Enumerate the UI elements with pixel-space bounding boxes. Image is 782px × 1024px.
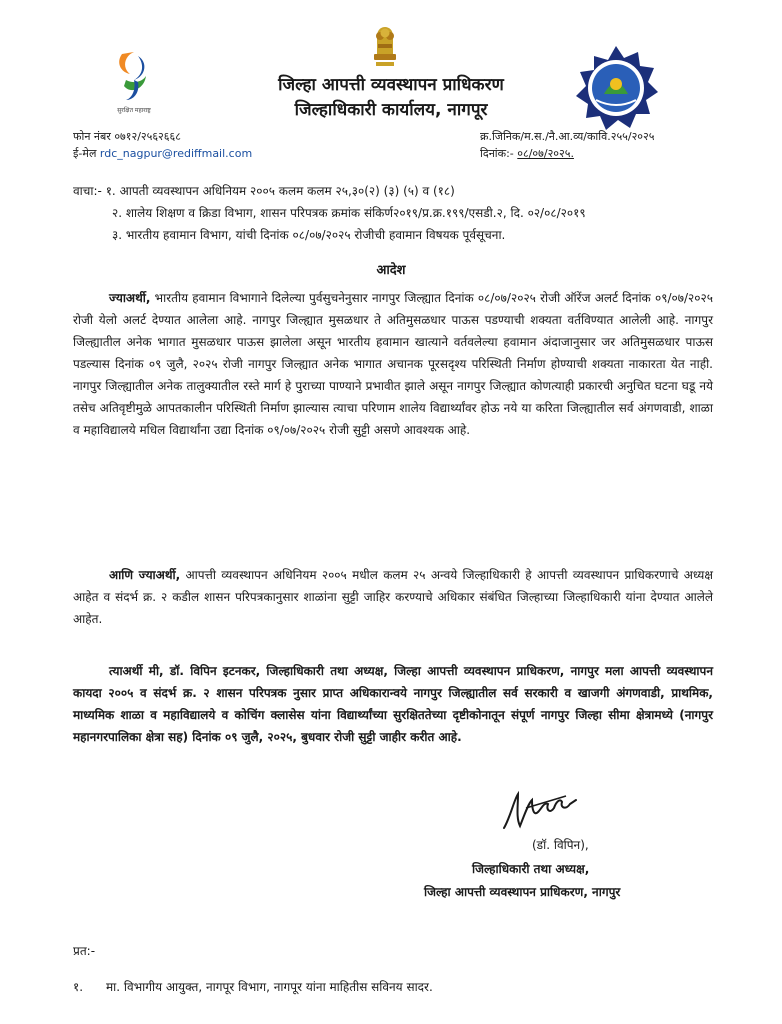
handwritten-signature [496,788,586,834]
office-title: जिल्हा आपत्ती व्यवस्थापन प्राधिकरण [278,75,504,95]
reference-item-2: २. शालेय शिक्षण व क्रिडा विभाग, शासन परिपत्रक क्रमांक संकिर्ण२०१९/प्र.क्र.१९९/एसडी.२, दि. ०२/०८/२०१९ [112,206,586,220]
issue-date [480,146,574,161]
order-paragraph-3: त्याअर्थी मी, डॉ. विपिन इटनकर, जिल्हाधिकारी तथा अध्यक्ष, जिल्हा आपत्ती व्यवस्थापन प्राधिकरण, नागपुर मला आपत्ती व्यवस्थापन कायदा २००५ व संदर्भ क्र. २ शासन परिपत्रक नुसार प्राप्त अधिकारान्वये नागपुर जिल्ह्यातील सर्व सरकारी व खाजगी अंगणवाडी, प्राथमिक, माध्यमिक शाळा व महाविद्यालये व कोचिंग क्लासेस यांना विद्यार्थ्यांच्या सुरक्षिततेच्या दृष्टीकोनातून संपूर्ण नागपुर जिल्हा सीमा क्षेत्रामध्ये (नागपुर महानगरपालिका क्षेत्रा सह) दिनांक ०९ जुलै, २०२५, बुधवार रोजी सुट्टी जाहीर करीत आहे. [73,664,713,744]
signatory-department: जिल्हा आपत्ती व्यवस्थापन प्राधिकरण, नागपुर [424,885,621,899]
signatory-name: (डॉ. विपिन), [532,838,589,852]
copy-to-heading: प्रत:- [73,944,96,958]
email-label: ई-मेल [73,147,97,160]
paragraph-2-lead: आणि ज्याअर्थी, [109,568,181,582]
paragraph-1-lead: ज्याअर्थी, [109,291,151,305]
order-paragraph-2 [73,564,713,630]
order-heading: आदेश [376,263,406,278]
signatory-title: जिल्हाधिकारी तथा अध्यक्ष, [472,862,590,876]
left-logo-caption: सुरक्षित महाराष्ट्र [117,107,151,114]
email-link[interactable]: rdc_nagpur@rediffmail.com [99,147,253,160]
reference-item-1: वाचा:- १. आपती व्यवस्थापन अधिनियम २००५ कलम कलम २५,३०(२) (३) (५) व (१८) [73,184,455,198]
paragraph-2-text: आपत्ती व्यवस्थापन अधिनियम २००५ मधील कलम २५ अन्वये जिल्हाधिकारी हे आपत्ती व्यवस्थापन प्राधिकरणाचे अध्यक्ष आहेत व संदर्भ क्र. २ कडील शासन परिपत्रकानुसार शाळांना सुट्टी जाहिर करण्याचे अधिकार संबंधित जिल्हाच्या जिल्हाधिकारी यांना देण्यात आलेले आहेत. [73,568,713,626]
copy-to-item [73,978,433,995]
phone-number: फोन नंबर ०७१२/२५६२६६८ [73,130,181,143]
office-subtitle: जिल्हाधिकारी कार्यालय, नागपूर [294,100,488,120]
reference-item-3: ३. भारतीय हवामान विभाग, यांची दिनांक ०८/०७/२०२५ रोजीची हवामान विषयक पूर्वसूचना. [112,228,506,242]
order-paragraph-1 [73,287,713,441]
email-line [73,146,252,161]
national-emblem [368,24,402,70]
paragraph-1-text: भारतीय हवामान विभागाने दिलेल्या पुर्वसुचनेनुसार नागपुर जिल्ह्यात दिनांक ०८/०७/२०२५ रोजी ऑरेंज अलर्ट दिनांक ०९/०७/२०२५ रोजी येलो अलर्ट देण्यात आलेला आहे. नागपुर जिल्ह्यात मुसळधार ते अतिमुसळधार पाऊस पडण्याची शक्यता वर्तविण्यात आलेली आहे. नागपुर जिल्ह्यातील अनेक भागात मुसळधार पाऊस झालेला असून भारतीय हवामान खात्याने वर्तवलेल्या हवामान अंदाजानुसार जर अतिमुसळधार पाऊस पडल्यास दिनांक ०९ जुलै, २०२५ रोजी नागपुर जिल्ह्यात अनेक भागात अचानक पूरसदृश्य परिस्थिती निर्माण होण्याची शक्यता नाकारता येत नाही. नागपुर जिल्ह्यातील अनेक तालुक्यातील रस्ते मार्ग हे पुराच्या पाण्याने प्रभावीत झाले असून नागपुर जिल्ह्यात कोणत्याही प्रकारची अनुचित घटना घडू नये तसेच अतिवृष्टीमुळे आपतकालीन परिस्थिती निर्माण झाल्यास त्याचा परिणाम शालेय विद्यार्थ्यांवर होऊ नये या करिता जिल्ह्यातील सर्व अंगणवाडी, शाळा व महाविद्यालये मधिल विद्यार्थांना उद्या दिनांक ०९/०७/२०२५ रोजी सुट्टी असणे आवश्यक आहे. [73,291,713,437]
date-value: ०८/०७/२०२५. [517,147,574,160]
reference-number: क्र.जिनिक/म.स./नै.आ.व्य/कावि.२५५/२०२५ [480,130,655,143]
date-label: दिनांक:- [480,147,514,160]
copy-item-number: १. [73,980,84,994]
copy-item-text: मा. विभागीय आयुक्त, नागपूर विभाग, नागपूर यांना माहितीस सविनय सादर. [106,980,433,994]
